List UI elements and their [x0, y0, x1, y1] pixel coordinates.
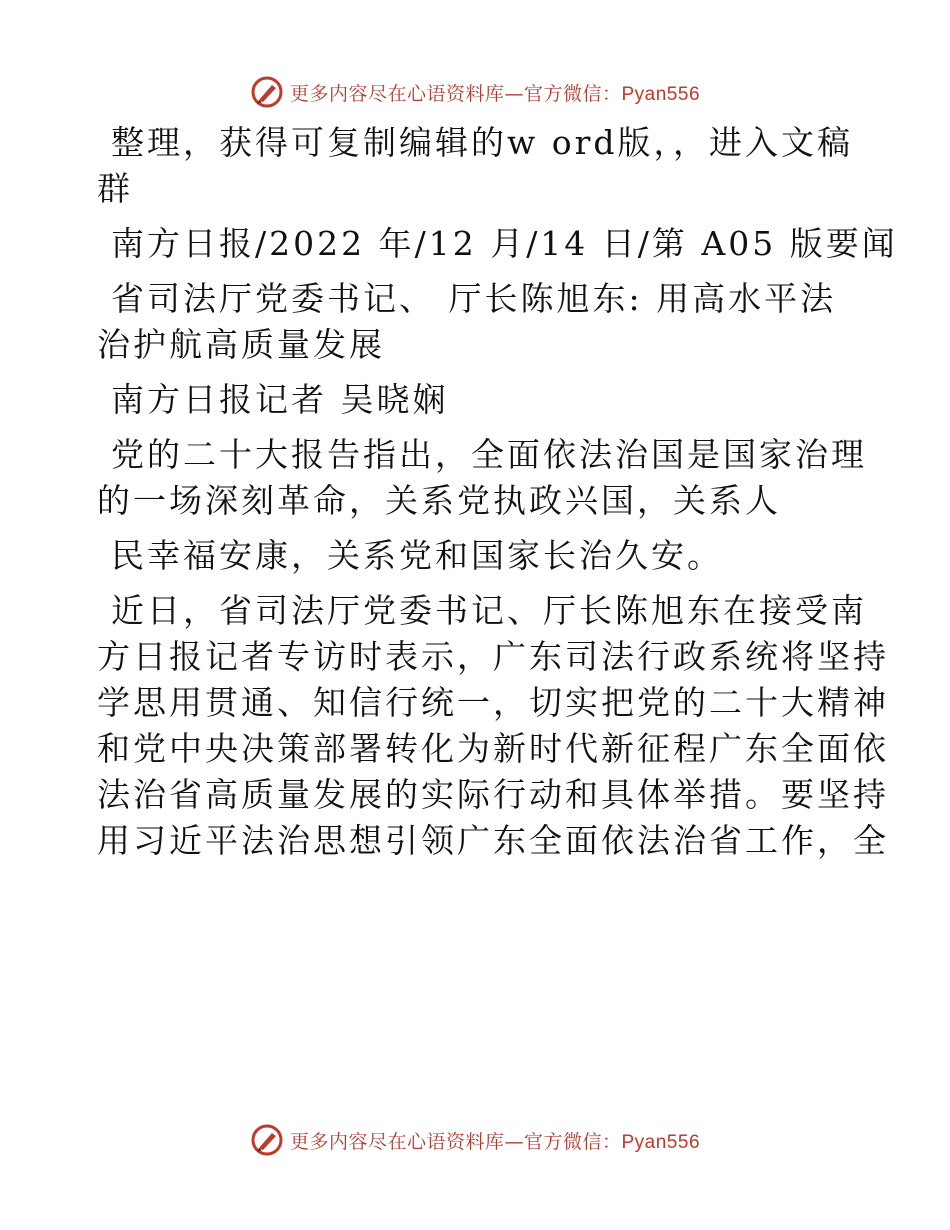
paragraph-intro: 整理，获得可复制编辑的w ord版，，进入文稿 群 — [97, 123, 854, 208]
pen-logo-icon — [250, 1123, 284, 1157]
paragraph-body: 近日，省司法厅党委书记、厅长陈旭东在接受南 方日报记者专访时表示，广东司法行政系统将坚持 学思用贯通、知信行统一，切实把党的二十大精神 和党中央决策部署转化为新时代新征程广东全面依 法治省高质量发展的实际行动和具体举措。要坚持 用习近平法治思想引领广东全面依法治省工作，全 — [97, 591, 889, 860]
watermark-text: 更多内容尽在心语资料库—官方微信：Pyan556 — [289, 1130, 701, 1153]
watermark-header — [0, 72, 950, 112]
article-headline: 省司法厅党委书记、 厅长陈旭东: 用高水平法 治护航高质量发展 — [97, 279, 837, 364]
paragraph-lead-continued: 民幸福安康，关系党和国家长治久安。 — [111, 536, 723, 575]
article-byline: 南方日报记者 吴晓娴 — [111, 380, 449, 419]
paragraph-source: 南方日报/2022 年/12 月/14 日/第 A05 版要闻 — [111, 224, 898, 263]
watermark-text: 更多内容尽在心语资料库—官方微信：Pyan556 — [289, 82, 701, 105]
document-body — [97, 120, 898, 873]
pen-logo-icon — [250, 75, 284, 109]
watermark-footer — [0, 1120, 950, 1160]
paragraph-lead: 党的二十大报告指出，全面依法治国是国家治理 的一场深刻革命，关系党执政兴国，关系人 — [97, 435, 867, 520]
